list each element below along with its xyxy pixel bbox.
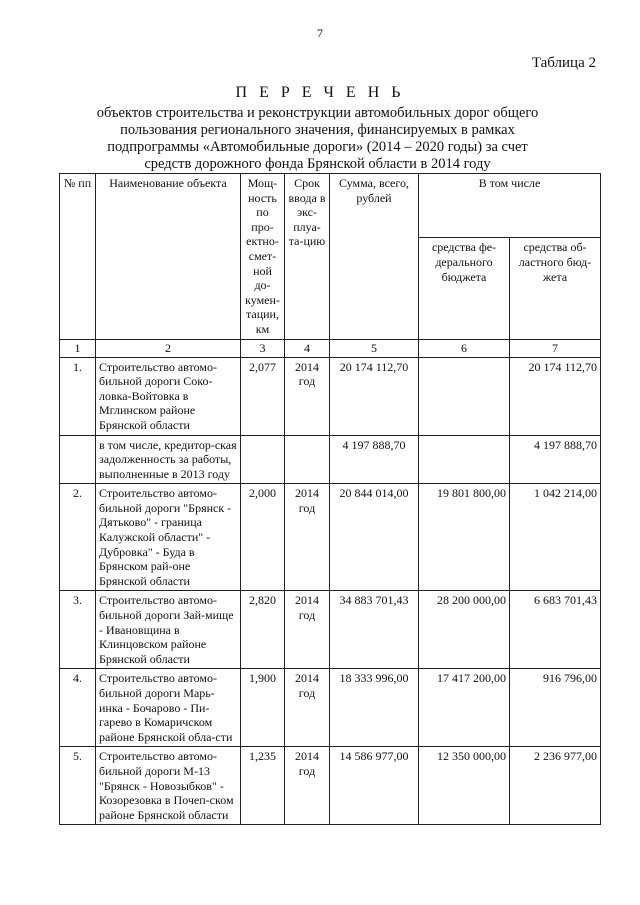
- regional-funds: 4 197 888,70: [510, 435, 601, 484]
- row-number: 2.: [60, 484, 96, 591]
- commissioning-term: 2014 год: [285, 747, 330, 825]
- commissioning-term: [285, 435, 330, 484]
- column-number: 2: [96, 339, 241, 357]
- object-name: Строительство автомо-бильной дороги Марь-инка - Бочарово - Пи-гарево в Комаричском районе Брянской обла-сти: [96, 669, 241, 747]
- row-number: [60, 435, 96, 484]
- row-number: 3.: [60, 591, 96, 669]
- federal-funds: [419, 435, 510, 484]
- header-regional: средства об-ластного бюд-жета: [510, 238, 601, 339]
- column-number: 3: [241, 339, 285, 357]
- commissioning-term: 2014 год: [285, 484, 330, 591]
- commissioning-term: 2014 год: [285, 669, 330, 747]
- power-km: [241, 435, 285, 484]
- header-num: № пп: [60, 174, 96, 340]
- row-number: 4.: [60, 669, 96, 747]
- column-number: 6: [419, 339, 510, 357]
- total-sum: 18 333 996,00: [330, 669, 419, 747]
- federal-funds: 28 200 000,00: [419, 591, 510, 669]
- table-row: [60, 484, 601, 591]
- object-name: в том числе, кредитор-ская задолженность за работы, выполненные в 2013 году: [96, 435, 241, 484]
- header-term: Срок ввода в экс-плуа-та-цию: [285, 174, 330, 340]
- column-number: 4: [285, 339, 330, 357]
- regional-funds: 1 042 214,00: [510, 484, 601, 591]
- object-name: Строительство автомо-бильной дороги Зай-мище - Ивановщина в Клинцовском районе Брянской области: [96, 591, 241, 669]
- header-including: В том числе: [419, 174, 601, 238]
- power-km: 2,000: [241, 484, 285, 591]
- table-row: [60, 747, 601, 825]
- federal-funds: [419, 357, 510, 435]
- federal-funds: 12 350 000,00: [419, 747, 510, 825]
- total-sum: 34 883 701,43: [330, 591, 419, 669]
- objects-table: [59, 173, 601, 825]
- page-number: 7: [317, 26, 323, 40]
- object-name: Строительство автомо-бильной дороги Соко-ловка-Войтовка в Мглинском районе Брянской области: [96, 357, 241, 435]
- regional-funds: 916 796,00: [510, 669, 601, 747]
- power-km: 2,820: [241, 591, 285, 669]
- table-row: [60, 591, 601, 669]
- header-power: Мощ-ность по про-ектно-смет-ной до-кумен-тации, км: [241, 174, 285, 340]
- total-sum: 20 174 112,70: [330, 357, 419, 435]
- table-row: [60, 435, 601, 484]
- commissioning-term: 2014 год: [285, 357, 330, 435]
- regional-funds: 2 236 977,00: [510, 747, 601, 825]
- header-federal: средства фе-дерального бюджета: [419, 238, 510, 339]
- column-number: 5: [330, 339, 419, 357]
- column-numbers-row: [60, 339, 601, 357]
- object-name: Строительство автомо-бильной дороги М-13 "Брянск - Новозыбков" - Козорезовка в Почеп-ском районе Брянской области: [96, 747, 241, 825]
- regional-funds: 6 683 701,43: [510, 591, 601, 669]
- federal-funds: 17 417 200,00: [419, 669, 510, 747]
- row-number: 1.: [60, 357, 96, 435]
- column-number: 7: [510, 339, 601, 357]
- table-label: Таблица 2: [531, 55, 596, 71]
- power-km: 2,077: [241, 357, 285, 435]
- column-number: 1: [60, 339, 96, 357]
- table-header-row: [60, 174, 601, 238]
- total-sum: 14 586 977,00: [330, 747, 419, 825]
- table-body: [60, 357, 601, 825]
- header-sum: Сумма, всего, рублей: [330, 174, 419, 340]
- row-number: 5.: [60, 747, 96, 825]
- header-name: Наименование объекта: [96, 174, 241, 340]
- document-subtitle: объектов строительства и реконструкции автомобильных дорог общего пользования регионального значения, финансируемых в рамках подпрограммы «Автомобильные дороги» (2014 – 2020 годы) за счет средств дорожного фонда Брянской области в 2014 году: [96, 105, 539, 172]
- total-sum: 4 197 888,70: [330, 435, 419, 484]
- commissioning-term: 2014 год: [285, 591, 330, 669]
- object-name: Строительство автомо-бильной дороги "Брянск - Дятьково" - граница Калужской области" - Дубровка" - Буда в Брянском рай-оне Брянской области: [96, 484, 241, 591]
- power-km: 1,900: [241, 669, 285, 747]
- regional-funds: 20 174 112,70: [510, 357, 601, 435]
- total-sum: 20 844 014,00: [330, 484, 419, 591]
- table-row: [60, 669, 601, 747]
- document-title: П Е Р Е Ч Е Н Ь: [235, 84, 405, 101]
- power-km: 1,235: [241, 747, 285, 825]
- table-row: [60, 357, 601, 435]
- federal-funds: 19 801 800,00: [419, 484, 510, 591]
